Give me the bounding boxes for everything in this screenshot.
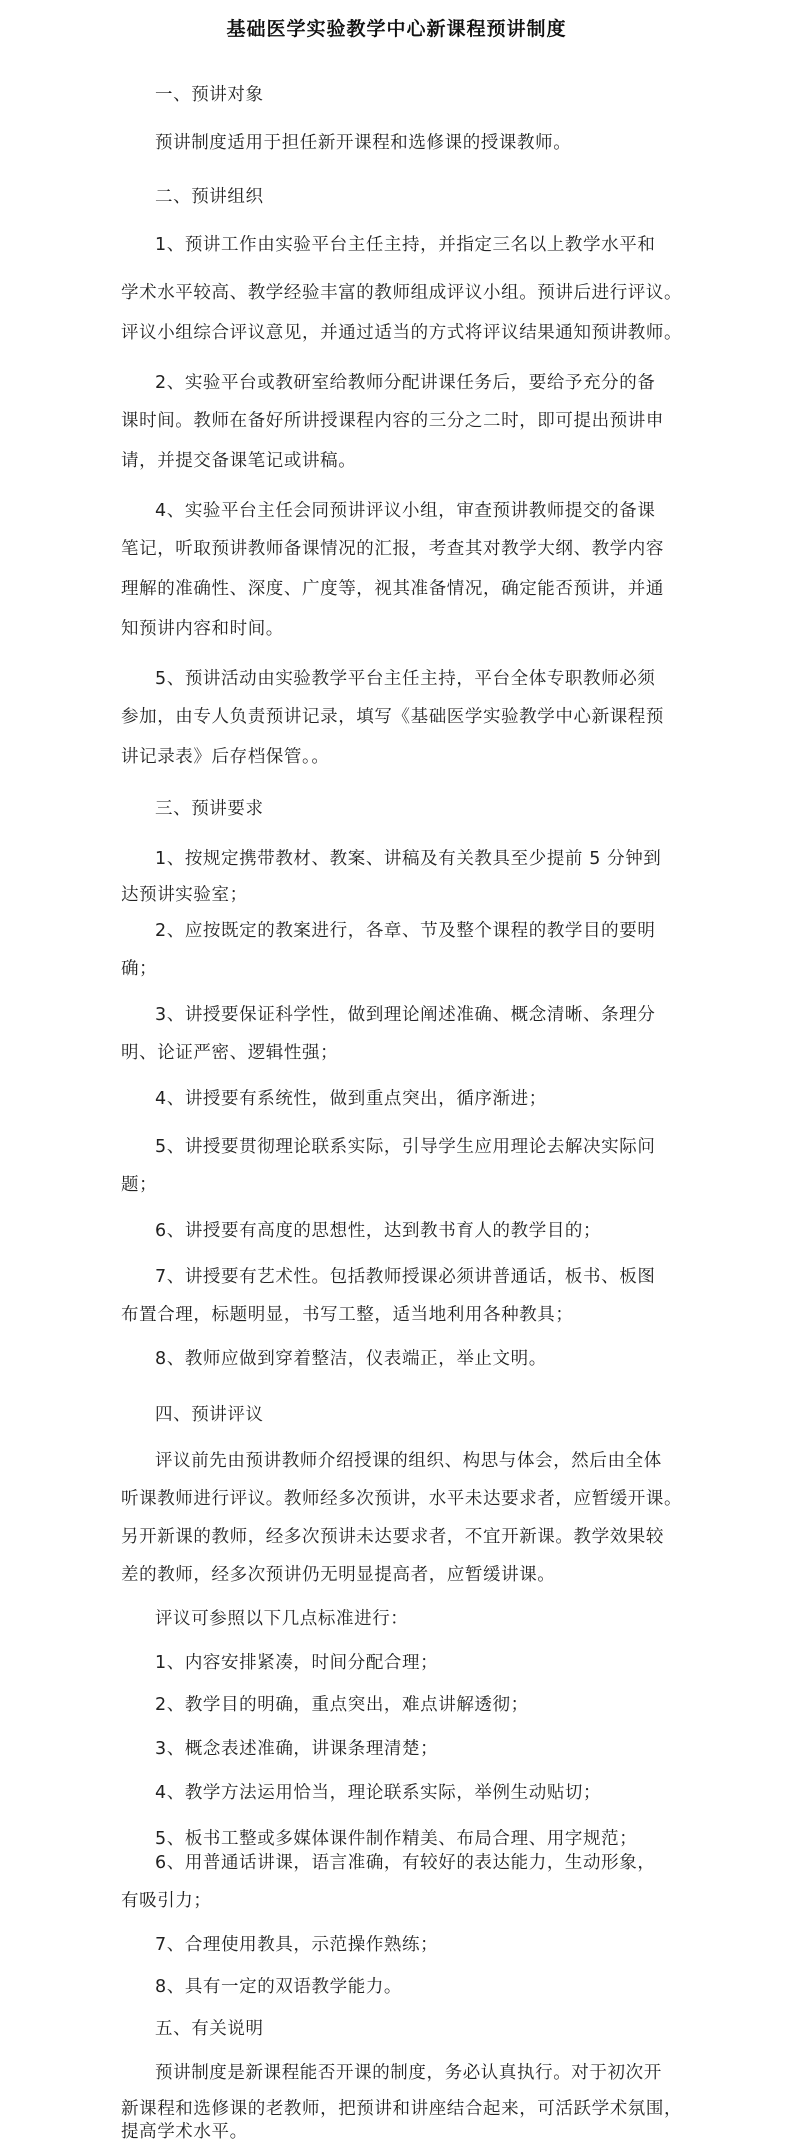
paragraph-line: 有吸引力； [121,1891,212,1911]
paragraph-line: 确； [121,959,158,979]
paragraph-line: 3、讲授要保证科学性，做到理论阐述准确、概念清晰、条理分 [155,1005,656,1025]
paragraph-line: 5、预讲活动由实验教学平台主任主持，平台全体专职教师必须 [155,669,656,689]
paragraph-line: 2、实验平台或教研室给教师分配讲课任务后，要给予充分的备 [155,373,656,393]
paragraph-line: 题； [121,1175,158,1195]
section-heading-3: 三、预讲要求 [155,799,264,819]
paragraph-line: 3、概念表述准确，讲课条理清楚； [155,1739,439,1759]
paragraph-line: 4、实验平台主任会同预讲评议小组，审查预讲教师提交的备课 [155,501,656,521]
section-heading-4: 四、预讲评议 [155,1405,264,1425]
paragraph-line: 4、讲授要有系统性，做到重点突出，循序渐进； [155,1089,547,1109]
paragraph-line: 1、预讲工作由实验平台主任主持，并指定三名以上教学水平和 [155,235,656,255]
paragraph-line: 8、教师应做到穿着整洁，仪表端正，举止文明。 [155,1349,547,1369]
paragraph-line: 差的教师，经多次预讲仍无明显提高者，应暂缓讲课。 [121,1565,556,1585]
paragraph-line: 参加，由专人负责预讲记录，填写《基础医学实验教学中心新课程预 [121,707,664,727]
paragraph-line: 预讲制度是新课程能否开课的制度，务必认真执行。对于初次开 [155,2063,662,2083]
paragraph-line: 6、用普通话讲课，语言准确，有较好的表达能力，生动形象， [155,1853,656,1873]
paragraph-line: 预讲制度适用于担任新开课程和选修课的授课教师。 [155,133,572,153]
paragraph-line: 布置合理，标题明显，书写工整，适当地利用各种教具； [121,1305,574,1325]
paragraph-line: 2、教学目的明确，重点突出，难点讲解透彻； [155,1695,529,1715]
paragraph-line: 提高学术水平。 [121,2122,248,2142]
paragraph-line: 7、讲授要有艺术性。包括教师授课必须讲普通话，板书、板图 [155,1267,656,1287]
paragraph-line: 理解的准确性、深度、广度等，视其准备情况，确定能否预讲，并通 [121,579,664,599]
paragraph-line: 知预讲内容和时间。 [121,619,284,639]
paragraph-line: 5、讲授要贯彻理论联系实际，引导学生应用理论去解决实际问 [155,1137,656,1157]
paragraph-line: 1、按规定携带教材、教案、讲稿及有关教具至少提前 5 分钟到 [155,849,662,869]
paragraph-line: 评议小组综合评议意见，并通过适当的方式将评议结果通知预讲教师。 [121,323,683,343]
paragraph-line: 讲记录表》后存档保管。。 [121,747,330,767]
section-heading-1: 一、预讲对象 [155,85,264,105]
paragraph-line: 课时间。教师在备好所讲授课程内容的三分之二时，即可提出预讲申 [121,411,664,431]
paragraph-line: 请，并提交备课笔记或讲稿。 [121,451,357,471]
paragraph-line: 5、板书工整或多媒体课件制作精美、布局合理、用字规范； [155,1829,638,1849]
section-heading-5: 五、有关说明 [155,2019,264,2039]
paragraph-line: 6、讲授要有高度的思想性，达到教书育人的教学目的； [155,1221,602,1241]
paragraph-line: 1、内容安排紧凑，时间分配合理； [155,1653,439,1673]
paragraph-line: 7、合理使用教具，示范操作熟练； [155,1935,439,1955]
document-title: 基础医学实验教学中心新课程预讲制度 [226,18,567,40]
paragraph-line: 新课程和选修课的老教师，把预讲和讲座结合起来，可活跃学术氛围， [121,2099,683,2119]
paragraph-line: 明、论证严密、逻辑性强； [121,1043,339,1063]
paragraph-line: 听课教师进行评议。教师经多次预讲，水平未达要求者，应暂缓开课。 [121,1489,683,1509]
paragraph-line: 笔记，听取预讲教师备课情况的汇报，考查其对教学大纲、教学内容 [121,539,664,559]
paragraph-line: 评议前先由预讲教师介绍授课的组织、构思与体会，然后由全体 [155,1451,662,1471]
section-heading-2: 二、预讲组织 [155,187,264,207]
paragraph-line: 8、具有一定的双语教学能力。 [155,1977,403,1997]
paragraph-line: 2、应按既定的教案进行，各章、节及整个课程的教学目的要明 [155,921,656,941]
paragraph-line: 4、教学方法运用恰当，理论联系实际，举例生动贴切； [155,1783,602,1803]
paragraph-line: 另开新课的教师，经多次预讲未达要求者，不宜开新课。教学效果较 [121,1527,664,1547]
paragraph-line: 评议可参照以下几点标准进行： [155,1609,409,1629]
paragraph-line: 达预讲实验室； [121,885,248,905]
paragraph-line: 学术水平较高、教学经验丰富的教师组成评议小组。预讲后进行评议。 [121,283,683,303]
